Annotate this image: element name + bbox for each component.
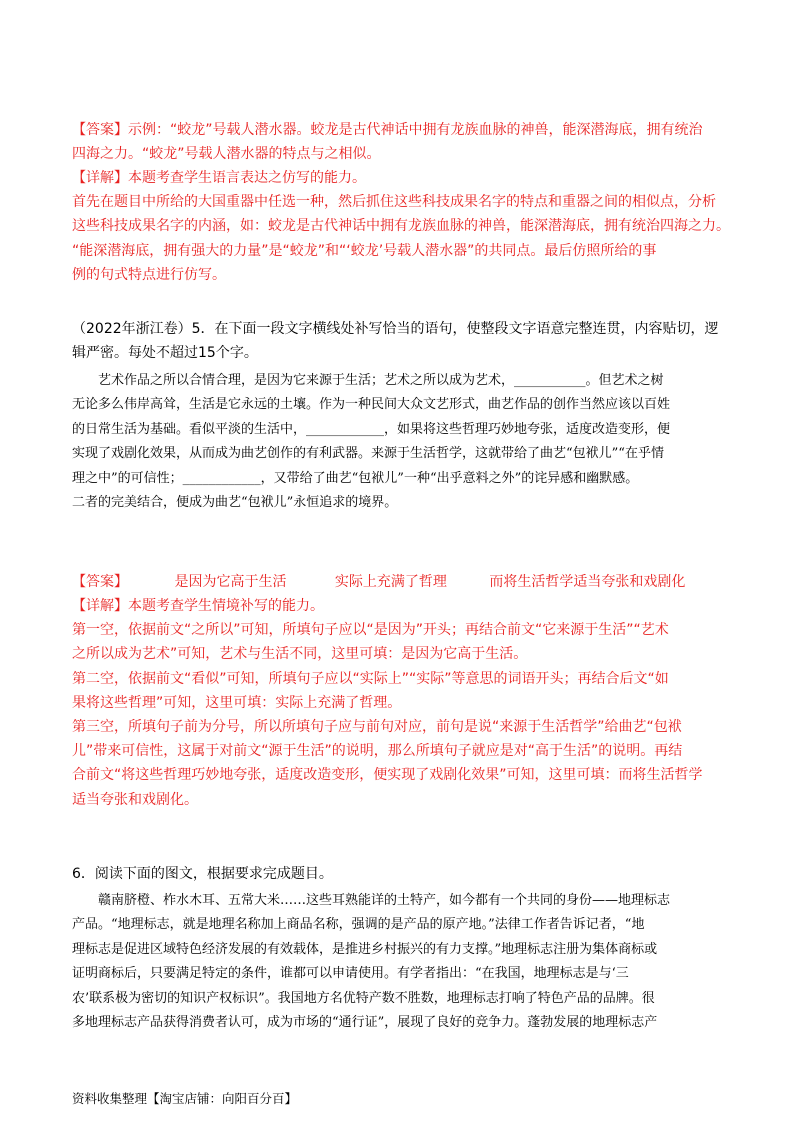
answer-1-line: 四海之力。“蛟龙”号载人潜水器的特点与之相似。 (72, 146, 381, 163)
detail-5-line: 果将这些哲理”可知，这里可填：实际上充满了哲理。 (72, 694, 402, 711)
answer-5-item: 是因为它高于生活 (174, 574, 287, 590)
detail-1-line: 首先在题目中所给的大国重器中任选一种，然后抓住这些科技成果名字的特点和重器之间的相似点，分析 (72, 194, 716, 211)
passage-6-line: 产品。“地理标志，就是地理名称加上商品名称，强调的是产品的原产地。”法律工作者告诉记者，“地 (72, 917, 645, 933)
question-5-line: 辑严密。每处不超过15个字。 (72, 345, 258, 362)
passage-6 (72, 889, 730, 1035)
detail-5-line: 【详解】本题考查学生情境补写的能力。 (72, 598, 324, 614)
question-5 (72, 317, 730, 365)
detail-1-line: 这些科技成果名字的内涵，如：蛟龙是古代神话中拥有龙族血脉的神兽，能深潜海底，拥有统治四海之力。 (72, 218, 730, 235)
passage-5-line: 实现了戏剧化效果，从而成为曲艺创作的有利武器。来源于生活哲学，这就带给了曲艺“包袱儿”“在乎情 (72, 446, 664, 462)
passage-6-line: 多地理标志产品获得消费者认可，成为市场的“通行证”，展现了良好的竞争力。蓬勃发展的地理标志产 (72, 1015, 658, 1031)
passage-6-line: 农’联系极为密切的知识产权标识”。我国地方名优特产数不胜数，地理标志打响了特色产品的品牌。很 (72, 990, 655, 1006)
detail-5-line: 儿”带来可信性，这属于对前文“源于生活”的说明，那么所填句子就应是对“高于生活”的说明。再结 (72, 743, 683, 760)
question-5-line: （2022年浙江卷）5．在下面一段文字横线处补写恰当的语句，使整段文字语意完整连贯，内容贴切，逻 (72, 321, 719, 337)
passage-5 (72, 369, 730, 515)
detail-5-line: 适当夸张和戏剧化。 (72, 791, 198, 808)
answer-1 (72, 118, 730, 166)
answer-5-item: 而将生活哲学适当夸张和戏剧化 (489, 574, 686, 590)
detail-1-line: 例的句式特点进行仿写。 (72, 266, 226, 283)
answer-5-label: 【答案】 (72, 574, 128, 590)
answer-5 (72, 570, 730, 594)
detail-5-line: 第三空，所填句子前为分号，所以所填句子应与前句对应，前句是说“来源于生活哲学”给曲艺“包袱 (72, 719, 682, 736)
passage-6-line: 赣南脐橙、柞水木耳、五常大米……这些耳熟能详的土特产，如今都有一个共同的身份——地理标志 (98, 893, 671, 908)
answer-5-item: 实际上充满了哲理 (334, 574, 447, 590)
page-footer: 资料收集整理【淘宝店铺：向阳百分百】 (72, 1091, 298, 1106)
passage-6-line: 理标志是促进区域特色经济发展的有效载体，是推进乡村振兴的有力支撑。”地理标志注册为集体商标或 (72, 941, 658, 957)
detail-1 (72, 166, 730, 287)
detail-1-line: “能深潜海底，拥有强大的力量”是“蛟龙”和“‘蛟龙’号载人潜水器”的共同点。最后仿照所给的事 (72, 242, 657, 259)
passage-5-line: 二者的完美结合，便成为曲艺“包袱儿”永恒追求的境界。 (72, 495, 398, 511)
passage-6-line: 证明商标后，只要满足特定的条件，谁都可以申请使用。有学者指出：“在我国，地理标志是与‘三 (72, 966, 629, 982)
passage-5-line: 的日常生活为基础。看似平淡的生活中，____________，如果将这些哲理巧妙地夸张，适度改造变形，便 (72, 421, 671, 437)
detail-5-line: 第一空，依据前文“之所以”可知，所填句子应以“是因为”开头；再结合前文“它来源于生活”“艺术 (72, 622, 669, 639)
detail-5-line: 第二空，依据前文“看似”可知，所填句子应以“实际上”“实际”等意思的词语开头；再结合后文“如 (72, 670, 669, 687)
detail-5-line: 合前文“将这些哲理巧妙地夸张，适度改造变形，便实现了戏剧化效果”可知，这里可填：而将生活哲学 (72, 767, 703, 784)
detail-5-line: 之所以成为艺术”可知，艺术与生活不同，这里可填：是因为它高于生活。 (72, 646, 528, 663)
answer-1-line: 【答案】示例：“蛟龙”号载人潜水器。蛟龙是古代神话中拥有龙族血脉的神兽，能深潜海底，拥有统治 (72, 122, 703, 138)
passage-5-line: 艺术作品之所以合情合理，是因为它来源于生活；艺术之所以成为艺术，___________。但艺术之树 (98, 373, 664, 388)
question-6-title: 6．阅读下面的图文，根据要求完成题目。 (72, 866, 333, 882)
passage-5-line: 理之中”的可信性；____________，又带给了曲艺“包袱儿”一种“出乎意料之外”的诧异感和幽默感。 (72, 470, 639, 486)
detail-1-line: 【详解】本题考查学生语言表达之仿写的能力。 (72, 170, 366, 186)
detail-5 (72, 594, 730, 812)
passage-5-line: 无论多么伟岸高耸，生活是它永远的土壤。作为一种民间大众文艺形式，曲艺作品的创作当然应该以百姓 (72, 397, 671, 413)
